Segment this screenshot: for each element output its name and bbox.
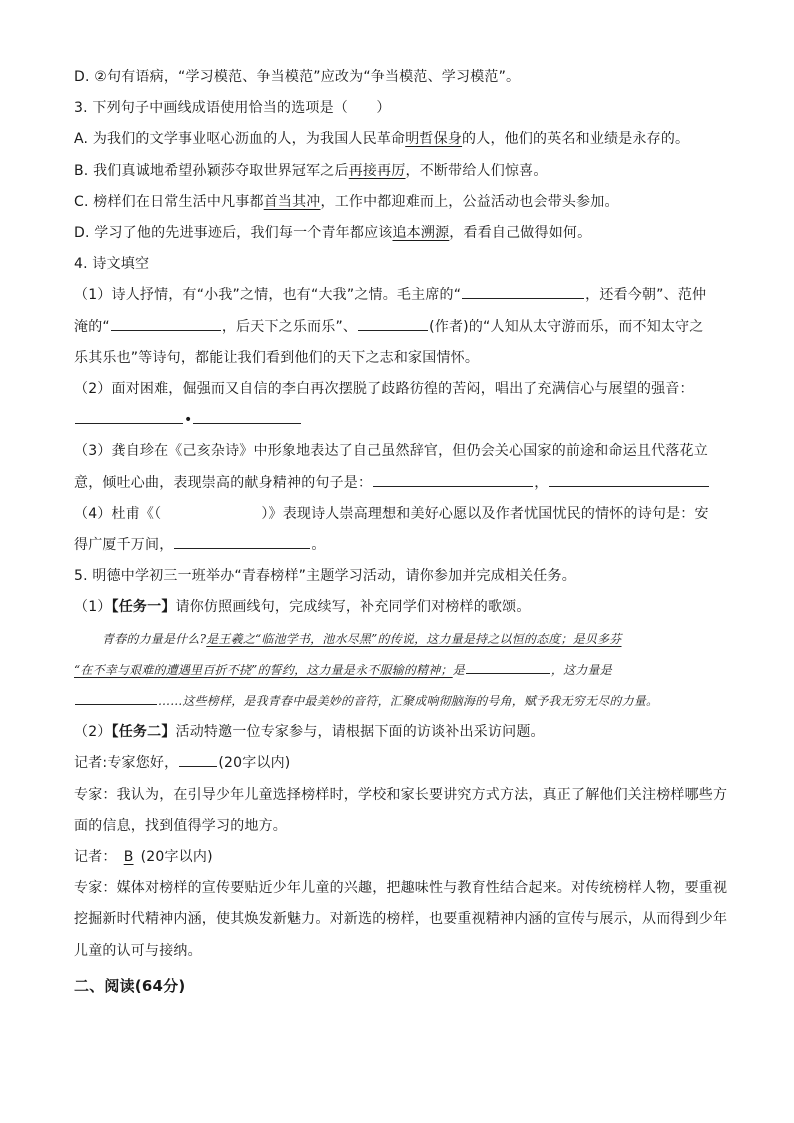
task2-tag: 【任务二】 (111, 724, 176, 741)
hw-text: ……这些榜样，是我青春中最美妙的音符，汇聚成响彻脑海的号角，赋予我无穷无尽的力量。 (158, 694, 659, 709)
q5-task1 (74, 592, 722, 623)
answer-blank[interactable] (549, 470, 709, 487)
q4-p1-text: ，后天下之乐而乐”、 (221, 318, 358, 335)
hw-question: 青春的力量是什么? (102, 631, 207, 646)
handwritten-line2 (74, 655, 722, 686)
q4-part1-line3: 乐其乐也”等诗句，都能让我们看到他们的天下之志和家国情怀。 (74, 349, 480, 366)
task1-tag: 【任务一】 (111, 599, 176, 616)
q3-b-text: B. 我们真诚地希望孙颖莎夺取世界冠军之后 (74, 162, 349, 179)
task2-number: （2） (74, 724, 112, 741)
answer-blank[interactable] (193, 407, 301, 424)
q4-p1-text-end: (作者)的“人知从太守游而乐，而不知太守之 (429, 318, 704, 335)
q4-p3-comma: ， (534, 474, 549, 491)
handwritten-line3 (74, 686, 722, 717)
q3-c-text: C. 榜样们在日常生活中凡事都 (74, 193, 264, 210)
q4-part4-line1 (74, 499, 722, 530)
q5-stem: 5. 明德中学初三一班举办“青春榜样”主题学习活动，请你参加并完成相关任务。 (74, 568, 576, 585)
answer-blank[interactable] (358, 314, 428, 331)
answer-blank[interactable] (179, 750, 217, 767)
q3-b-text-end: ，不断带给人们惊喜。 (405, 162, 548, 179)
q3-a-text-end: 的人，他们的英名和业绩是永存的。 (462, 131, 690, 148)
q3-option-a (74, 124, 722, 155)
expert-answer-2-line3: 儿童的认可与接纳。 (74, 942, 202, 959)
answer-blank[interactable] (75, 407, 183, 424)
task1-number: （1） (74, 599, 112, 616)
reporter-question-1 (74, 748, 722, 779)
hw-underlined-sentence: 是王羲之“临池学书，池水尽黑”的传说，这力量是持之以恒的态度；是贝多芬 (206, 631, 622, 646)
q4-p4-text-end: ）》表现诗人崇高理想和美好心愿以及作者忧国忧民的情怀的诗句是：安 (261, 505, 709, 522)
hw-text: ，这力量是 (550, 662, 612, 677)
q3-option-d (74, 218, 722, 249)
section-heading: 二、阅读(64分) (74, 976, 186, 995)
expert-answer-2-line1: 专家：媒体对榜样的宣传要贴近少年儿童的兴趣，把趣味性与教育性结合起来。对传统榜样人物，要重视 (74, 880, 728, 897)
answer-blank[interactable] (75, 688, 157, 705)
hw-underlined-sentence: “在不幸与艰难的遭遇里百折不挠”的誓约，这力量是永不服输的精神； (74, 662, 453, 677)
answer-blank-marked[interactable]: B (123, 849, 134, 866)
reporter-text: 记者： (74, 849, 117, 866)
answer-blank[interactable] (466, 657, 550, 674)
reporter-text: 记者:专家您好， (74, 755, 179, 772)
q3-stem: 3. 下列句子中画线成语使用恰当的选项是（ ） (74, 100, 391, 117)
q5-task2 (74, 717, 722, 748)
q4-p4-text: 得广厦千万间， (74, 537, 174, 554)
q3-a-idiom: 明哲保身 (405, 131, 463, 148)
answer-blank[interactable] (373, 470, 533, 487)
answer-blank[interactable] (174, 532, 310, 549)
q3-d-text-end: ，看看自己做得如何。 (449, 225, 592, 242)
q3-d-text: D. 学习了他的先进事迹后，我们每一个青年都应该 (74, 225, 393, 242)
answer-blank[interactable] (462, 282, 584, 299)
q4-part4-line2 (74, 530, 722, 561)
q4-p1-text-end: ，还看今朝”、范仲 (585, 287, 707, 304)
q4-part3-line1: （3）龚自珍在《己亥杂诗》中形象地表达了自己虽然辞官，但仍会关心国家的前途和命运且代落花立 (74, 443, 708, 460)
q3-option-b (74, 156, 722, 187)
task2-text: 活动特邀一位专家参与，请根据下面的访谈补出采访问题。 (175, 724, 545, 741)
word-limit: (20字以内) (140, 849, 213, 866)
q3-d-idiom: 追本溯源 (392, 225, 450, 242)
answer-blank[interactable] (111, 314, 221, 331)
q4-part1-line2 (74, 312, 722, 343)
q4-p4-text: （4）杜甫《（ (74, 505, 162, 522)
q4-p1-text: （1）诗人抒情，有“小我”之情，也有“大我”之情。毛主席的“ (74, 287, 462, 304)
q4-part2-line1: （2）面对困难，倔强而又自信的李白再次摆脱了歧路彷徨的苦闷，唱出了充满信心与展望的强音： (74, 381, 694, 398)
q2-option-d: D. ②句有语病，“学习模范、争当模范”应改为“争当模范、学习模范”。 (74, 69, 521, 85)
hw-text: 是 (452, 662, 465, 677)
exam-page (74, 62, 728, 1002)
q3-b-idiom: 再接再厉 (348, 162, 406, 179)
q4-title: 4. 诗文填空 (74, 256, 150, 273)
q3-c-text-end: ，工作中都迎难而上，公益活动也会带头参加。 (320, 193, 619, 210)
q4-p3-text: 意，倾吐心曲，表现崇高的献身精神的句子是： (74, 474, 373, 491)
task1-text: 请你仿照画线句，完成续写，补充同学们对榜样的歌颂。 (175, 599, 531, 616)
q3-option-c (74, 187, 722, 218)
handwritten-line1 (74, 624, 722, 655)
q4-p1-text: 淹的“ (74, 318, 110, 335)
reporter-question-2 (74, 842, 722, 873)
q3-a-text: A. 为我们的文学事业呕心沥血的人，为我国人民革命 (74, 131, 406, 148)
expert-answer-1-line2: 面的信息，找到值得学习的地方。 (74, 817, 287, 834)
separator-dot: • (184, 412, 193, 429)
q3-c-idiom: 首当其冲 (263, 193, 321, 210)
q4-part3-line2 (74, 468, 722, 499)
word-limit: (20字以内) (218, 755, 291, 772)
q4-part1-line1 (74, 280, 722, 311)
expert-answer-1-line1: 专家：我认为，在引导少年儿童选择榜样时，学校和家长要讲究方式方法，真正了解他们关注榜样哪些方 (74, 786, 728, 803)
expert-answer-2-line2: 挖掘新时代精神内涵，使其焕发新魅力。对新选的榜样，也要重视精神内涵的宣传与展示，从而得到少年 (74, 911, 728, 928)
q4-p4-period: 。 (311, 537, 326, 554)
q4-part2-line2 (74, 405, 722, 436)
